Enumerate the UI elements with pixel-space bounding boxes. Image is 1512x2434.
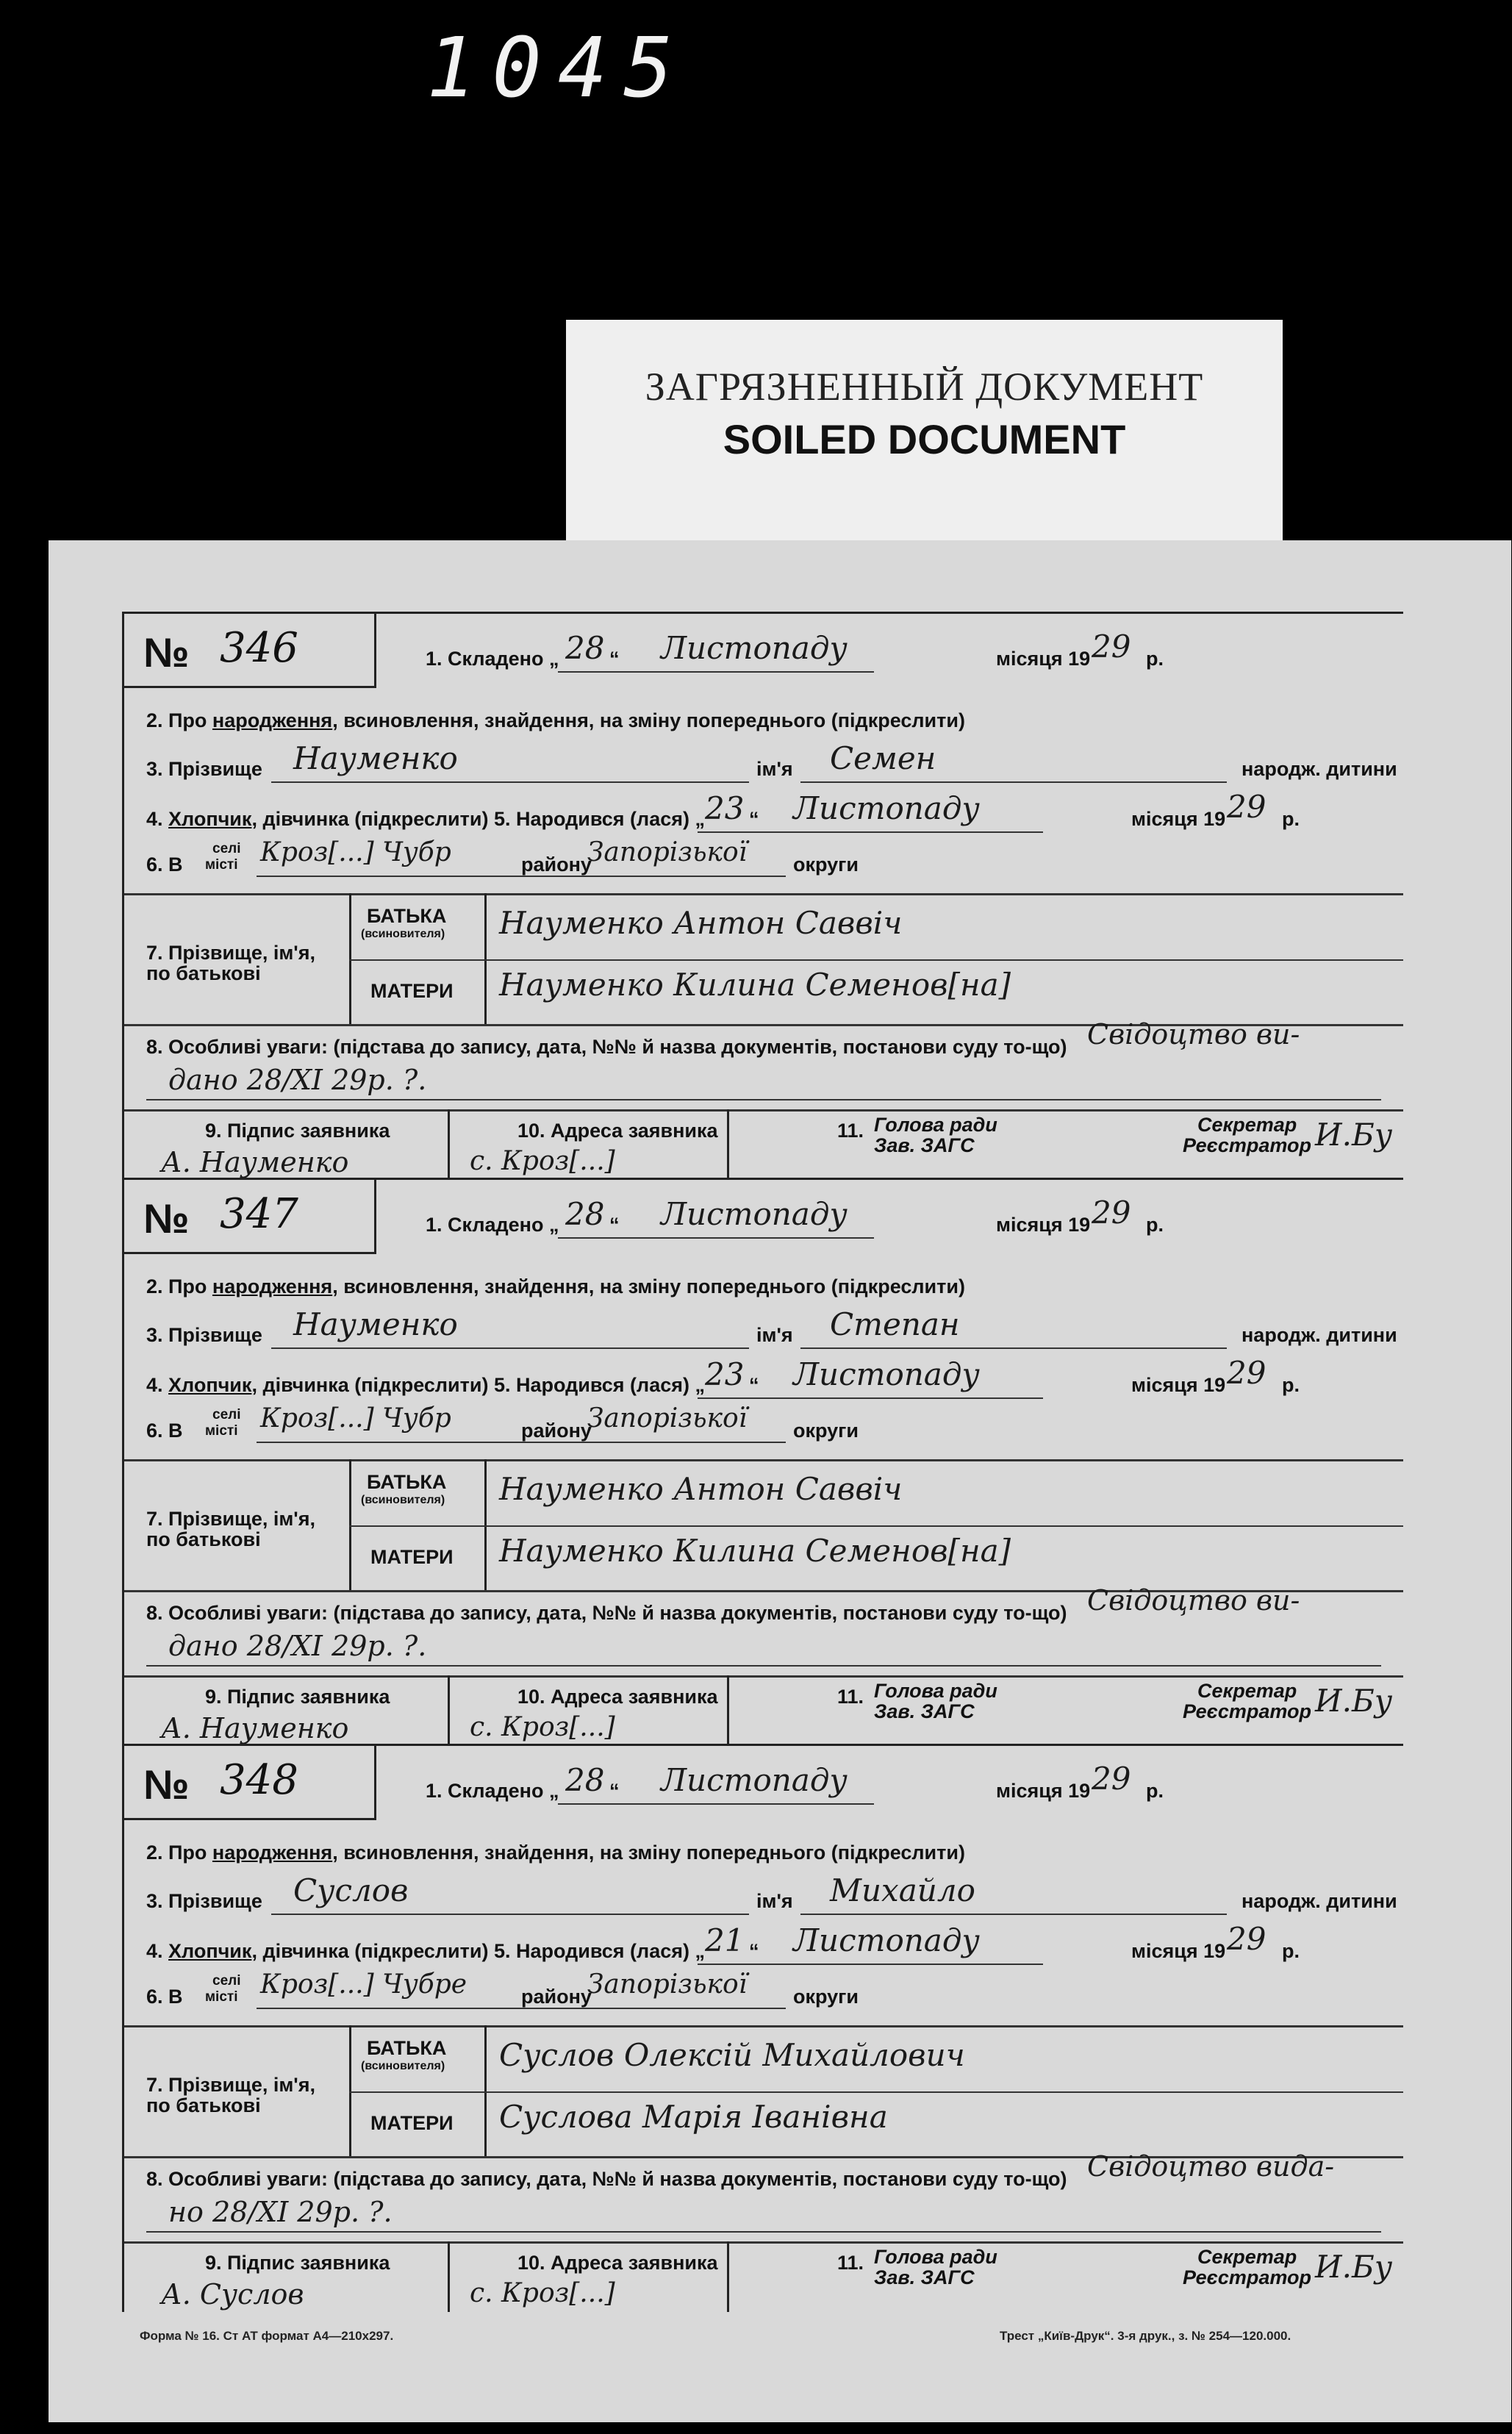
father-value: Суслов Олексій Михайлович <box>499 2037 965 2073</box>
frame-number: 1045 <box>426 21 689 116</box>
birth-year: 29 <box>1227 1921 1266 1957</box>
child-birth-label: народж. дитини <box>1242 1890 1397 1912</box>
birth-record: № 347 1. Складено „ 28 “ Листопаду місяця 19 29 р. 2. Про народження, всиновлення, знайдення, на зміну попереднього (підкреслити) 3. Прізвище Науменко ім'я Степан народж. дитини 4. Хлопчик, дівчинка (підкреслити) 5. Народився (лася) „ 23 “ Листопаду місяця 19 29 р. 6. В селі місті Кроз[...] Чубр району Запорізької округи 7. Прізвище, ім'я, по батькові БАТЬКА (всиновителя) Науменко Антон Саввіч МАТЕРИ Науменко Килина Семенов[на] 8. Особливі уваги: (підстава до запису, дата, №№ й назва документів, постанови суду то-що) Свідоцтво ви- дано 28/XI 29р. ?. 9. Підпис заявника А. Науменко 10. Адреса заявника с. Кроз[...] 11. Голова ради Зав. ЗАГС Секретар Реєстратор И.Бу <box>122 1178 1403 1746</box>
record-form <box>122 612 1401 2332</box>
mother-value: Суслова Марія Іванівна <box>499 2099 888 2135</box>
okrug-label: округи <box>793 1420 859 1442</box>
remarks-value-2: дано 28/XI 29р. ?. <box>168 1630 427 1662</box>
month-year-label: місяця 19 <box>996 1780 1091 1802</box>
compiled-month: Листопаду <box>661 630 848 666</box>
secretary-label: Секретар <box>1197 1114 1297 1136</box>
soiled-document-card <box>566 320 1283 540</box>
record-number-box <box>124 1746 376 1820</box>
birth-month: Листопаду <box>793 1356 980 1392</box>
surname-label: 3. Прізвище <box>146 1890 262 1912</box>
applicant-signature: А. Суслов <box>161 2278 304 2310</box>
compiled-year: 29 <box>1092 629 1131 665</box>
compiled-label: 1. Складено „ <box>426 648 559 670</box>
applicant-address: с. Кроз[...] <box>470 1146 615 1176</box>
month-year-label: місяця 19 <box>996 648 1091 670</box>
compiled-month: Листопаду <box>661 1196 848 1232</box>
record-number-box <box>124 614 376 688</box>
surname-value: Науменко <box>293 1306 458 1342</box>
parents-label: 7. Прізвище, ім'я, <box>146 2074 315 2096</box>
registrar-label: Реєстратор <box>1183 1134 1312 1156</box>
zags-head-label: Зав. ЗАГС <box>874 1134 975 1156</box>
remarks-label: 8. Особливі уваги: (підстава до запису, дата, №№ й назва документів, постанови суду то-що) <box>146 1602 1067 1624</box>
compiled-label: 1. Складено „ <box>426 1780 559 1802</box>
birth-month-year-label: місяця 19 <box>1131 1374 1226 1396</box>
applicant-signature: А. Науменко <box>161 1712 349 1744</box>
district-value: Запорізької <box>587 1403 748 1433</box>
father-label: БАТЬКА <box>367 1471 447 1493</box>
secretary-label: Секретар <box>1197 2246 1297 2268</box>
number-sign: № <box>143 1761 190 1808</box>
mother-label: МАТЕРИ <box>370 1546 454 1568</box>
given-name-value: Семен <box>830 740 936 776</box>
registrar-label: Реєстратор <box>1183 2266 1312 2288</box>
father-value: Науменко Антон Саввіч <box>499 905 903 941</box>
birth-month-year-label: місяця 19 <box>1131 1940 1226 1962</box>
birth-day: 21 <box>705 1922 745 1958</box>
remarks-label: 8. Особливі уваги: (підстава до запису, дата, №№ й назва документів, постанови суду то-що) <box>146 2168 1067 2190</box>
child-birth-label: народж. дитини <box>1242 1324 1397 1346</box>
given-name-label: ім'я <box>756 758 793 780</box>
form-footer-left: Форма № 16. Ст АТ формат А4—210х297. <box>140 2329 394 2343</box>
place-label: 6. В <box>146 853 183 876</box>
sex-birth-label: 4. Хлопчик, дівчинка (підкреслити) 5. Народився (лася) „ <box>146 808 705 830</box>
district-label: району <box>521 1986 592 2008</box>
compiled-year: 29 <box>1092 1195 1131 1231</box>
mother-value: Науменко Килина Семенов[на] <box>499 967 1011 1003</box>
compiled-day: 28 <box>565 1762 605 1798</box>
month-year-label: місяця 19 <box>996 1214 1091 1236</box>
applicant-signature-label: 9. Підпис заявника <box>205 1120 390 1142</box>
year-suffix: р. <box>1146 1214 1164 1236</box>
remarks-value-1: Свідоцтво ви- <box>1087 1018 1300 1050</box>
remarks-value-1: Свідоцтво ви- <box>1087 1584 1300 1617</box>
sex-birth-label: 4. Хлопчик, дівчинка (підкреслити) 5. Народився (лася) „ <box>146 1374 705 1396</box>
birth-year: 29 <box>1227 789 1266 825</box>
field-2-label: 2. Про народження, всиновлення, знайдення, на зміну попереднього (підкреслити) <box>146 1841 965 1864</box>
place-value: Кроз[...] Чубр <box>260 1403 451 1433</box>
compiled-day: 28 <box>565 1196 605 1232</box>
number-sign: № <box>143 629 190 676</box>
field-2-label: 2. Про народження, всиновлення, знайдення, на зміну попереднього (підкреслити) <box>146 709 965 731</box>
applicant-signature: А. Науменко <box>161 1146 349 1178</box>
place-label: 6. В <box>146 1420 183 1442</box>
record-number: 348 <box>220 1756 298 1804</box>
remarks-label: 8. Особливі уваги: (підстава до запису, дата, №№ й назва документів, постанови суду то-що) <box>146 1036 1067 1058</box>
okrug-label: округи <box>793 1986 859 2008</box>
surname-label: 3. Прізвище <box>146 1324 262 1346</box>
label-ru: ЗАГРЯЗНЕННЫЙ ДОКУМЕНТ <box>645 365 1204 409</box>
head-label: Голова ради <box>874 1680 997 1702</box>
form-footer-right: Трест „Київ-Друк“. 3-я друк., з. № 254—120.000. <box>1000 2329 1291 2343</box>
registrar-signature: И.Бу <box>1315 1117 1393 1153</box>
child-birth-label: народж. дитини <box>1242 758 1397 780</box>
birth-year: 29 <box>1227 1355 1266 1391</box>
year-suffix: р. <box>1146 648 1164 670</box>
year-suffix: р. <box>1146 1780 1164 1802</box>
district-label: району <box>521 853 592 876</box>
remarks-value-1: Свідоцтво вида- <box>1087 2150 1335 2183</box>
zags-head-label: Зав. ЗАГС <box>874 1700 975 1722</box>
record-number-box <box>124 1180 376 1254</box>
compiled-day: 28 <box>565 630 605 666</box>
birth-month: Листопаду <box>793 1922 980 1958</box>
birth-record: № 346 1. Складено „ 28 “ Листопаду місяця 19 29 р. 2. Про народження, всиновлення, знайдення, на зміну попереднього (підкреслити) 3. Прізвище Науменко ім'я Семен народж. дитини 4. Хлопчик, дівчинка (підкреслити) 5. Народився (лася) „ 23 “ Листопаду місяця 19 29 р. 6. В селі місті Кроз[...] Чубр району Запорізької округи 7. Прізвище, ім'я, по батькові БАТЬКА (всиновителя) Науменко Антон Саввіч МАТЕРИ Науменко Килина Семенов[на] 8. Особливі уваги: (підстава до запису, дата, №№ й назва документів, постанови суду то-що) Свідоцтво ви- дано 28/XI 29р. ?. 9. Підпис заявника А. Науменко 10. Адреса заявника с. Кроз[...] 11. Голова ради Зав. ЗАГС Секретар Реєстратор И.Бу <box>122 612 1403 1180</box>
secretary-label: Секретар <box>1197 1680 1297 1702</box>
applicant-address-label: 10. Адреса заявника <box>517 1120 718 1142</box>
place-value: Кроз[...] Чубре <box>260 1969 467 2000</box>
birth-month-year-label: місяця 19 <box>1131 808 1226 830</box>
sex-birth-label: 4. Хлопчик, дівчинка (підкреслити) 5. Народився (лася) „ <box>146 1940 705 1962</box>
district-label: району <box>521 1420 592 1442</box>
label-en: SOILED DOCUMENT <box>723 416 1126 462</box>
registrar-label: Реєстратор <box>1183 1700 1312 1722</box>
given-name-value: Михайло <box>830 1872 975 1908</box>
record-number: 346 <box>220 624 298 672</box>
surname-value: Науменко <box>293 740 458 776</box>
remarks-value-2: но 28/XI 29р. ?. <box>168 2196 393 2228</box>
birth-month: Листопаду <box>793 790 980 826</box>
surname-value: Суслов <box>293 1872 409 1908</box>
birth-day: 23 <box>705 1356 745 1392</box>
mother-value: Науменко Килина Семенов[на] <box>499 1533 1011 1569</box>
remarks-value-2: дано 28/XI 29р. ?. <box>168 1064 427 1096</box>
father-label: БАТЬКА <box>367 905 447 927</box>
number-sign: № <box>143 1195 190 1242</box>
compiled-label: 1. Складено „ <box>426 1214 559 1236</box>
applicant-address: с. Кроз[...] <box>470 2278 615 2308</box>
head-label: Голова ради <box>874 1114 997 1136</box>
registrar-signature: И.Бу <box>1315 2249 1393 2285</box>
registrar-signature: И.Бу <box>1315 1683 1393 1719</box>
mother-label: МАТЕРИ <box>370 2112 454 2134</box>
place-label: 6. В <box>146 1986 183 2008</box>
district-value: Запорізької <box>587 837 748 867</box>
okrug-label: округи <box>793 853 859 876</box>
parents-label: 7. Прізвище, ім'я, <box>146 1508 315 1530</box>
given-name-label: ім'я <box>756 1324 793 1346</box>
field-2-label: 2. Про народження, всиновлення, знайдення, на зміну попереднього (підкреслити) <box>146 1275 965 1297</box>
father-value: Науменко Антон Саввіч <box>499 1471 903 1507</box>
given-name-label: ім'я <box>756 1890 793 1912</box>
given-name-value: Степан <box>830 1306 960 1342</box>
birth-day: 23 <box>705 790 745 826</box>
birth-record: № 348 1. Складено „ 28 “ Листопаду місяця 19 29 р. 2. Про народження, всиновлення, знайдення, на зміну попереднього (підкреслити) 3. Прізвище Суслов ім'я Михайло народж. дитини 4. Хлопчик, дівчинка (підкреслити) 5. Народився (лася) „ 21 “ Листопаду місяця 19 29 р. 6. В селі місті Кроз[...] Чубре району Запорізької округи 7. Прізвище, ім'я, по батькові БАТЬКА (всиновителя) Суслов Олексій Михайлович МАТЕРИ Суслова Марія Іванівна 8. Особливі уваги: (підстава до запису, дата, №№ й назва документів, постанови суду то-що) Свідоцтво вида- но 28/XI 29р. ?. 9. Підпис заявника А. Суслов 10. Адреса заявника с. Кроз[...] 11. Голова ради Зав. ЗАГС Секретар Реєстратор И.Бу <box>122 1744 1403 2312</box>
applicant-address-label: 10. Адреса заявника <box>517 1686 718 1708</box>
applicant-signature-label: 9. Підпис заявника <box>205 2252 390 2274</box>
place-value: Кроз[...] Чубр <box>260 837 451 867</box>
parents-label: 7. Прізвище, ім'я, <box>146 942 315 964</box>
district-value: Запорізької <box>587 1969 748 2000</box>
surname-label: 3. Прізвище <box>146 758 262 780</box>
record-number: 347 <box>220 1190 298 1238</box>
applicant-address: с. Кроз[...] <box>470 1712 615 1742</box>
compiled-month: Листопаду <box>661 1762 848 1798</box>
zags-head-label: Зав. ЗАГС <box>874 2266 975 2288</box>
father-label: БАТЬКА <box>367 2037 447 2059</box>
mother-label: МАТЕРИ <box>370 980 454 1002</box>
compiled-year: 29 <box>1092 1761 1131 1797</box>
applicant-address-label: 10. Адреса заявника <box>517 2252 718 2274</box>
applicant-signature-label: 9. Підпис заявника <box>205 1686 390 1708</box>
head-label: Голова ради <box>874 2246 997 2268</box>
